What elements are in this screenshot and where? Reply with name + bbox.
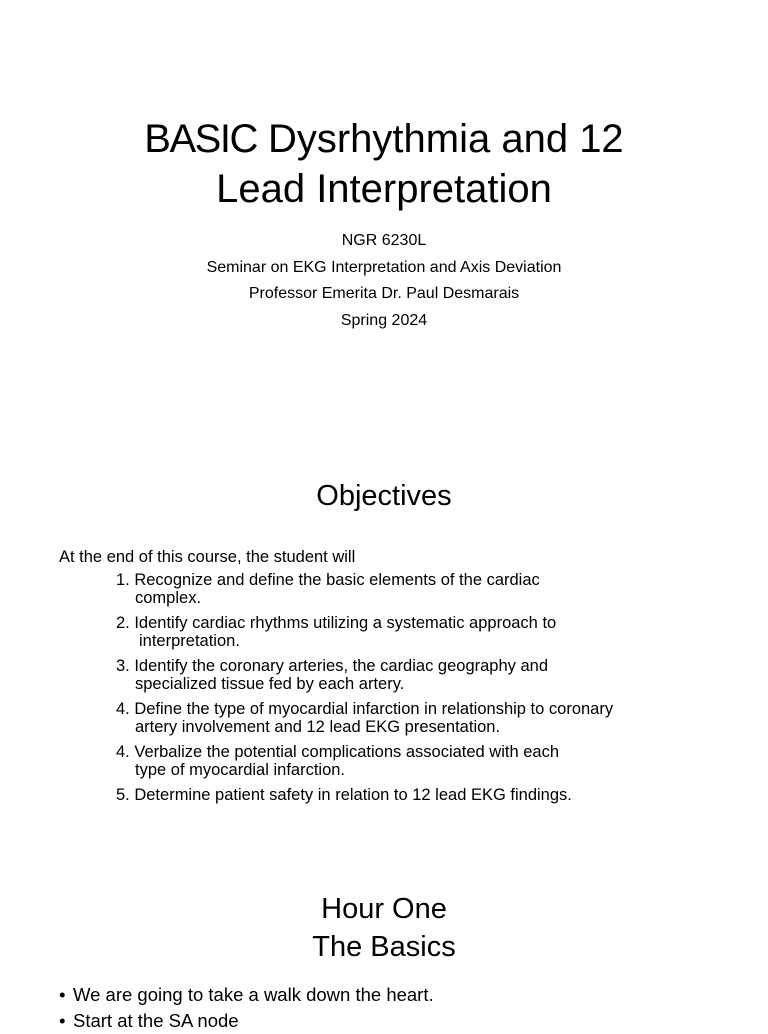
title-line1-rest: Dysrhythmia and 12 [256,117,624,161]
objective-item [116,744,613,779]
objective-line: artery involvement and 12 lead EKG presentation. [135,717,501,736]
objective-line: interpretation. [139,631,240,650]
objective-line: 5. Determine patient safety in relation to 12 lead EKG findings. [116,786,572,804]
hour-one-heading-line1: Hour One [321,893,447,925]
hour-one-heading [0,890,768,966]
title-line2: Lead Interpretation [216,167,552,211]
objective-line: 3. Identify the coronary arteries, the cardiac geography and [116,657,549,675]
seminar-name: Seminar on EKG Interpretation and Axis Deviation [206,258,562,276]
professor-name: Professor Emerita Dr. Paul Desmarais [248,285,520,302]
hour-one-heading-line2: The Basics [312,931,456,963]
objective-item [116,701,613,736]
objective-line: 4. Verbalize the potential complications associated with each [116,743,560,761]
objectives-list [116,572,613,813]
hour-one-slide [0,876,768,1031]
objective-line: 2. Identify cardiac rhythms utilizing a systematic approach to [116,614,557,632]
slide-subtitle [0,228,768,334]
bullet-item: • We are going to take a walk down the heart. [59,982,434,1008]
objective-line: specialized tissue fed by each artery. [135,674,405,693]
objective-line: complex. [135,588,202,607]
objective-line: 4. Define the type of myocardial infarction in relationship to coronary [116,700,614,718]
hour-one-bullets [59,982,434,1034]
semester: Spring 2024 [340,311,428,329]
objective-line: 1. Recognize and define the basic elements of the cardiac [116,571,540,589]
objective-line: type of myocardial infarction. [135,760,346,779]
objective-item [116,787,613,805]
objective-item [116,658,613,693]
objective-item [116,572,613,607]
objective-item [116,615,613,650]
bullet-item: • Start at the SA node [59,1008,434,1034]
objectives-slide [0,384,768,832]
slide-title [0,114,768,214]
objectives-heading: Objectives [316,480,452,512]
title-emphasis: BASIC [144,117,257,161]
title-slide [0,0,768,384]
objectives-intro: At the end of this course, the student will [59,548,356,566]
course-code: NGR 6230L [341,232,427,249]
